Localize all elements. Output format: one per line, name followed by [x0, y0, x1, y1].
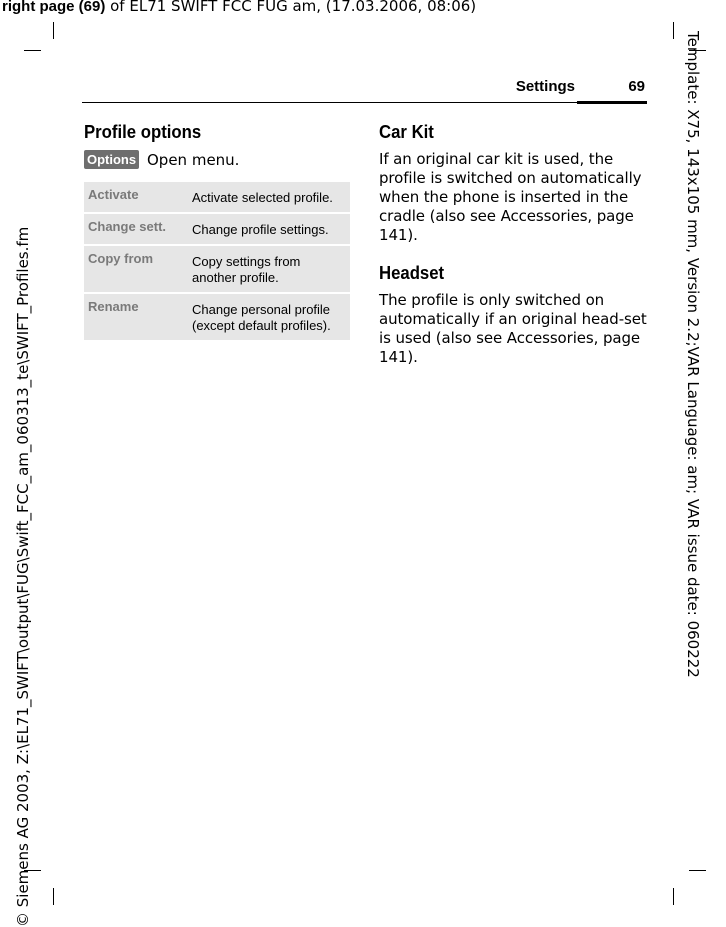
crop-mark	[53, 22, 54, 39]
side-copyright: © Siemens AG 2003, Z:\EL71_SWIFT\output\FUG\Swift_FCC_am_060313_te\SWIFT_Profiles.fm	[14, 226, 32, 927]
options-menu-table	[84, 180, 350, 342]
menu-key: Copy from	[84, 246, 188, 292]
softkey-row	[84, 150, 350, 170]
crop-mark	[673, 888, 674, 905]
running-head-section: Settings	[515, 78, 575, 95]
menu-description: Change profile settings.	[188, 214, 350, 244]
print-header-rest: of EL71 SWIFT FCC FUG am, (17.03.2006, 08:06)	[105, 0, 477, 15]
crop-mark	[689, 870, 706, 871]
table-row	[84, 246, 350, 292]
right-column	[379, 120, 647, 383]
page-number: 69	[628, 78, 645, 95]
crop-mark	[24, 50, 41, 51]
crop-mark	[673, 22, 674, 39]
print-header-bold: right page (69)	[2, 0, 106, 15]
table-row	[84, 182, 350, 212]
crop-mark	[53, 888, 54, 905]
menu-description: Change personal profile (except default profiles).	[188, 294, 350, 340]
menu-key: Activate	[84, 182, 188, 212]
car-kit-heading: Car Kit	[379, 122, 434, 142]
running-head	[82, 78, 647, 103]
profile-options-section	[84, 120, 350, 342]
headset-text: The profile is only switched on automatically if an original head-set is used (also see Accessories, page 141).	[379, 291, 647, 366]
table-row	[84, 294, 350, 340]
headset-heading: Headset	[379, 263, 445, 283]
print-header	[2, 0, 476, 15]
softkey-description: Open menu.	[147, 151, 240, 169]
table-row	[84, 214, 350, 244]
menu-key: Rename	[84, 294, 188, 340]
profile-options-heading: Profile options	[84, 122, 202, 142]
car-kit-text: If an original car kit is used, the profile is switched on automatically when the phone is inserted in the cradle (also see Accessories, page 141).	[379, 150, 642, 244]
menu-key: Change sett.	[84, 214, 188, 244]
side-template-info: Template: X75, 143x105 mm, Version 2.2;VAR Language: am; VAR issue date: 060222	[684, 31, 702, 678]
options-softkey: Options	[84, 150, 139, 169]
page-number-rule	[577, 101, 647, 104]
menu-description: Activate selected profile.	[188, 182, 350, 212]
menu-description: Copy settings from another profile.	[188, 246, 350, 292]
